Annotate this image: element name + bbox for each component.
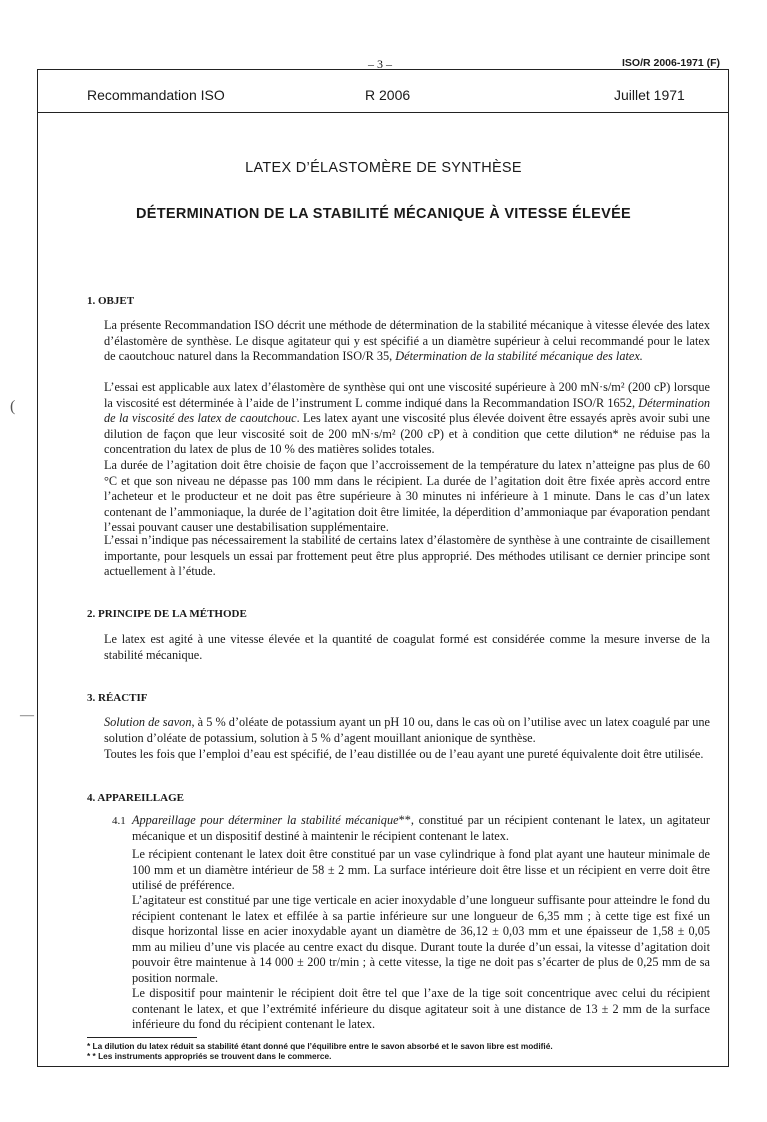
- appareillage-paragraph-1: [132, 813, 710, 844]
- margin-bracket-mark: (: [10, 398, 16, 415]
- objet-paragraph-1: [104, 318, 710, 365]
- section-heading-principe: 2. PRINCIPE DE LA MÉTHODE: [87, 608, 247, 620]
- header-date: Juillet 1971: [614, 87, 685, 103]
- principe-paragraph: Le latex est agité à une vitesse élevée et la quantité de coagulat formé est considérée comme la mesure inverse de la stabilité mécanique.: [104, 632, 710, 662]
- footnote-2: * * Les instruments appropriés se trouvent dans le commerce.: [87, 1051, 332, 1061]
- objet-paragraph-3: La durée de l’agitation doit être choisie de façon que l’accroissement de la température du latex n’atteigne pas plus de 60 °C et que son niveau ne dépasse pas 100 mm dans le récipient. La durée de l’agitation doit être fixée après accord entre l’acheteur et le producteur et ne doit pas être supérieure à 30 minutes ni inférieure à 1 minute. Dans le cas d’un latex contenant de l’ammoniaque, la durée de l’agitation doit être limitée, la déperdition d’ammoniaque par évaporation pendant l’essai pouvant causer une destabilisation supplémentaire.: [104, 458, 710, 535]
- document-reference: ISO/R 2006-1971 (F): [622, 57, 721, 69]
- section-heading-reactif: 3. RÉACTIF: [87, 692, 148, 704]
- objet-p2-text-a: L’essai est applicable aux latex d’élastomère de synthèse qui ont une viscosité supérieure à 200 mN·s/m² (200 cP) lorsque la viscosité est déterminée à l’aide de l’instrument L comme indiqué dans la Recommandation ISO/R 1652,: [104, 380, 710, 410]
- appareillage-paragraph-4: Le dispositif pour maintenir le récipient doit être tel que l’axe de la tige soit concentrique avec celui du récipient contenant le latex, et que l’extrémité inférieure du disque agitateur soit à une distance de 13 ± 2 mm de la surface inférieure du fond du récipient contenant le latex.: [132, 986, 710, 1032]
- header-recommendation: Recommandation ISO: [87, 87, 225, 103]
- header-number: R 2006: [365, 87, 411, 103]
- document-title: LATEX D’ÉLASTOMÈRE DE SYNTHÈSE: [245, 160, 522, 176]
- reactif-p1-text: , à 5 % d’oléate de potassium ayant un pH 10 ou, dans le cas où on l’utilise avec un latex coagulé par une solution d’oléate de potassium, solution à 5 % d’agent mouillant anionique de synthèse.: [104, 715, 710, 745]
- objet-paragraph-2: [104, 380, 710, 458]
- objet-p1-text: La présente Recommandation ISO décrit une méthode de détermination de la stabilité mécanique à vitesse élevée des latex d’élastomère de synthèse. Le disque agitateur qui y est spécifié a un diamètre supérieur à celui recommandé pour le latex de caoutchouc naturel dans la Recommandation ISO/R 35,: [104, 318, 710, 364]
- appareillage-paragraph-2: Le récipient contenant le latex doit être constitué par un vase cylindrique à fond plat ayant une hauteur minimale de 100 mm et un diamètre intérieur de 58 ± 2 mm. La surface intérieure doit être lisse et un récipient en verre doit être utilisé de préférence.: [132, 847, 710, 893]
- document-subtitle: DÉTERMINATION DE LA STABILITÉ MÉCANIQUE À VITESSE ÉLEVÉE: [135, 206, 632, 222]
- footnote-1: * La dilution du latex réduit sa stabilité étant donné que l’équilibre entre le savon absorbé et le savon libre est modifié.: [87, 1041, 553, 1051]
- page-number: – 3 –: [368, 57, 392, 71]
- appareillage-paragraph-3: L’agitateur est constitué par une tige verticale en acier inoxydable d’une longueur suffisante pour atteindre le fond du récipient contenant le latex et effilée à sa partie inférieure sur une longueur de 6,35 mm ; à cette tige est fixé un disque horizontal lisse en acier inoxydable ayant un diamètre de 36,12 ± 0,03 mm et une épaisseur de 1,58 ± 0,05 mm au milieu d’une vis placée au centre exact du disque. Durant toute la durée d’un essai, la vitesse d’agitation doit pouvoir être maintenue à 14 000 ± 200 tr/min ; à cette vitesse, la tige ne doit pas s’écarter de plus de 0,25 mm de sa position normale.: [132, 893, 710, 985]
- footnote-divider: [87, 1037, 197, 1038]
- objet-p2-reference: Détermination de la viscosité des latex de caoutchouc: [104, 395, 710, 426]
- section-heading-appareillage: 4. APPAREILLAGE: [87, 792, 184, 804]
- reactif-paragraph-1: [104, 715, 710, 746]
- appareillage-term: Appareillage pour déterminer la stabilité mécanique: [132, 813, 399, 827]
- header-divider: [37, 112, 729, 113]
- reactif-term: Solution de savon: [104, 715, 192, 729]
- objet-p2-text-b: . Les latex ayant une viscosité plus élevée doivent être essayés après avoir subi une dilution de façon que leur viscosité soit de 200 mN·s/m² (200 cP) et à condition que cette dilution* ne réduise pas la concentration du latex de plus de 10 % des matières solides totales.: [104, 411, 710, 457]
- subsection-number: 4.1: [112, 815, 126, 827]
- margin-dash-mark: —: [20, 708, 34, 723]
- reactif-paragraph-2: Toutes les fois que l’emploi d’eau est spécifié, de l’eau distillée ou de l’eau ayant une pureté équivalente doit être utilisée.: [104, 747, 704, 761]
- appareillage-p1-text: **, constitué par un récipient contenant le latex, un agitateur mécanique et un dispositif destiné à maintenir le récipient contenant le latex.: [132, 813, 710, 843]
- objet-paragraph-4: L’essai n’indique pas nécessairement la stabilité de certains latex d’élastomère de synthèse à une contrainte de cisaillement importante, pour lesquels un essai par frottement peut être plus approprié. Des méthodes utilisant ce dernier principe sont actuellement à l’étude.: [104, 533, 710, 579]
- objet-p1-reference: Détermination de la stabilité mécanique des latex.: [395, 349, 643, 364]
- section-heading-objet: 1. OBJET: [87, 295, 135, 307]
